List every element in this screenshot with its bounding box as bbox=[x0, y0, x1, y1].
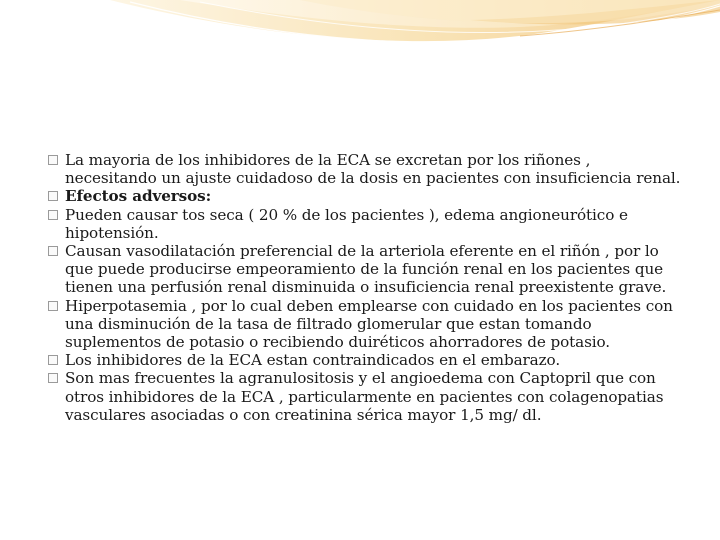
bullet-item bbox=[48, 187, 684, 205]
header-wave-decoration bbox=[0, 0, 720, 100]
bullet-text: Causan vasodilatación preferencial de la arteriola eferente en el riñón , por lo que puede producirse empeoramiento de la función renal en los pacientes que tienen una perfusión renal disminuida o insuficiencia renal preexistente grave. bbox=[65, 242, 667, 297]
square-bullet-icon bbox=[48, 191, 58, 201]
bullet-text: Efectos adversos: bbox=[65, 187, 212, 206]
bullet-item bbox=[48, 297, 684, 352]
square-bullet-icon bbox=[48, 246, 58, 256]
bullet-text: Los inhibidores de la ECA estan contraindicados en el embarazo. bbox=[65, 351, 561, 370]
bullet-text: Pueden causar tos seca ( 20 % de los pacientes ), edema angioneurótico e hipotensión. bbox=[65, 205, 628, 242]
bullet-item bbox=[48, 351, 684, 369]
bullet-text: La mayoria de los inhibidores de la ECA se excretan por los riñones , necesitando un ajuste cuidadoso de la dosis en pacientes con insuficiencia renal. bbox=[65, 151, 681, 188]
bullet-item bbox=[48, 151, 684, 187]
bullet-text: Hiperpotasemia , por lo cual deben emplearse con cuidado en los pacientes con una disminución de la tasa de filtrado glomerular que estan tomando suplementos de potasio o recibiendo duiréticos ahorradores de potasio. bbox=[65, 296, 673, 352]
square-bullet-icon bbox=[48, 355, 58, 365]
square-bullet-icon bbox=[48, 155, 58, 165]
square-bullet-icon bbox=[48, 210, 58, 220]
bullet-item bbox=[48, 369, 684, 424]
square-bullet-icon bbox=[48, 301, 58, 311]
bullet-item bbox=[48, 206, 684, 242]
bullet-list bbox=[48, 151, 684, 424]
bullet-item bbox=[48, 242, 684, 297]
bullet-text: Son mas frecuentes la agranulositosis y el angioedema con Captopril que con otros inhibidores de la ECA , particularmente en pacientes con colagenopatias vasculares asociadas o con creatinina sérica mayor 1,5 mg/ dl. bbox=[65, 369, 664, 424]
square-bullet-icon bbox=[48, 373, 58, 383]
